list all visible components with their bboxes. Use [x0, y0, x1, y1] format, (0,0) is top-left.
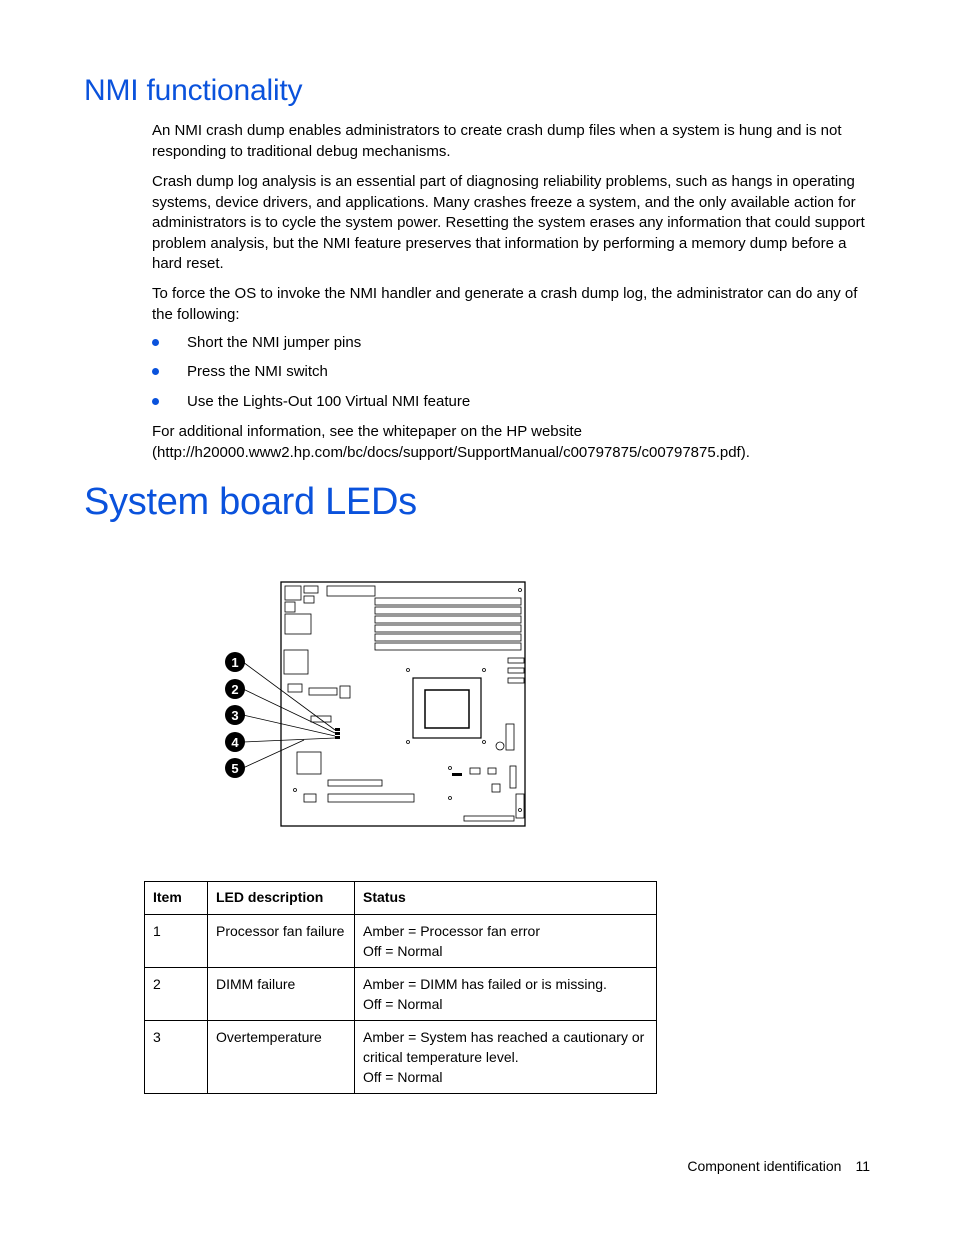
table-header-row — [145, 882, 657, 915]
page-number: 11 — [855, 1158, 870, 1174]
bullet-icon — [152, 339, 159, 346]
svg-text:3: 3 — [231, 708, 239, 723]
cell-description: Overtemperature — [208, 1021, 355, 1094]
table-row — [145, 968, 657, 1021]
bullet-icon — [152, 398, 159, 405]
status-line: Amber = Processor fan error — [363, 923, 541, 939]
bullet-label: Use the Lights-Out 100 Virtual NMI feature — [187, 393, 471, 410]
cell-status — [355, 915, 657, 968]
column-header-status: Status — [355, 882, 657, 915]
cell-item: 3 — [145, 1021, 208, 1094]
svg-text:4: 4 — [231, 735, 239, 750]
column-header-item: Item — [145, 882, 208, 915]
cell-item: 1 — [145, 915, 208, 968]
section-heading-system-board-leds: System board LEDs — [84, 481, 417, 523]
column-header-led-description: LED description — [208, 882, 355, 915]
status-line: Off = Normal — [363, 1069, 443, 1085]
status-line: Off = Normal — [363, 996, 443, 1012]
additional-info — [152, 422, 872, 463]
nmi-paragraph-1: An NMI crash dump enables administrators to create crash dump files when a system is hung and is not responding to traditional debug mechanisms. — [152, 122, 842, 160]
svg-text:1: 1 — [231, 655, 239, 670]
status-line: Off = Normal — [363, 943, 443, 959]
svg-text:5: 5 — [231, 761, 239, 776]
cell-status — [355, 968, 657, 1021]
cell-item: 2 — [145, 968, 208, 1021]
whitepaper-url: (http://h20000.www2.hp.com/bc/docs/support/SupportManual/c00797875/c00797875.pdf). — [152, 443, 750, 461]
page-footer — [620, 1158, 870, 1174]
callout-5-icon — [225, 758, 245, 778]
cell-status — [355, 1021, 657, 1094]
status-line: Amber = DIMM has failed or is missing. — [363, 976, 607, 992]
system-board-diagram — [222, 580, 528, 830]
nmi-paragraph-3: To force the OS to invoke the NMI handler and generate a crash dump log, the administrator can do any of the following: — [152, 285, 858, 323]
cell-description: Processor fan failure — [208, 915, 355, 968]
bullet-label: Short the NMI jumper pins — [187, 334, 362, 351]
section-heading-nmi: NMI functionality — [84, 74, 303, 107]
nmi-paragraph-2: Crash dump log analysis is an essential part of diagnosing reliability problems, such as hangs in operating systems, device drivers, and applications. Many crashes freeze a system, and the only available action for administrators is to cycle the system power. Resetting the system erases any information that could support problem analysis, but the NMI feature preserves that information by performing a memory dump before a hard reset. — [152, 173, 865, 272]
table-row — [145, 915, 657, 968]
table-row — [145, 1021, 657, 1094]
svg-text:2: 2 — [231, 682, 239, 697]
status-line: critical temperature level. — [363, 1049, 519, 1065]
callout-3-icon — [225, 705, 245, 725]
additional-info-line-1: For additional information, see the whitepaper on the HP website — [152, 423, 582, 440]
footer-section-title: Component identification — [687, 1158, 842, 1174]
callout-4-icon — [225, 732, 245, 752]
led-table — [144, 881, 657, 1094]
cell-description: DIMM failure — [208, 968, 355, 1021]
status-line: Amber = System has reached a cautionary or — [363, 1029, 645, 1045]
bullet-icon — [152, 368, 159, 375]
callout-1-icon — [225, 652, 245, 672]
bullet-label: Press the NMI switch — [187, 363, 328, 380]
callout-2-icon — [225, 679, 245, 699]
